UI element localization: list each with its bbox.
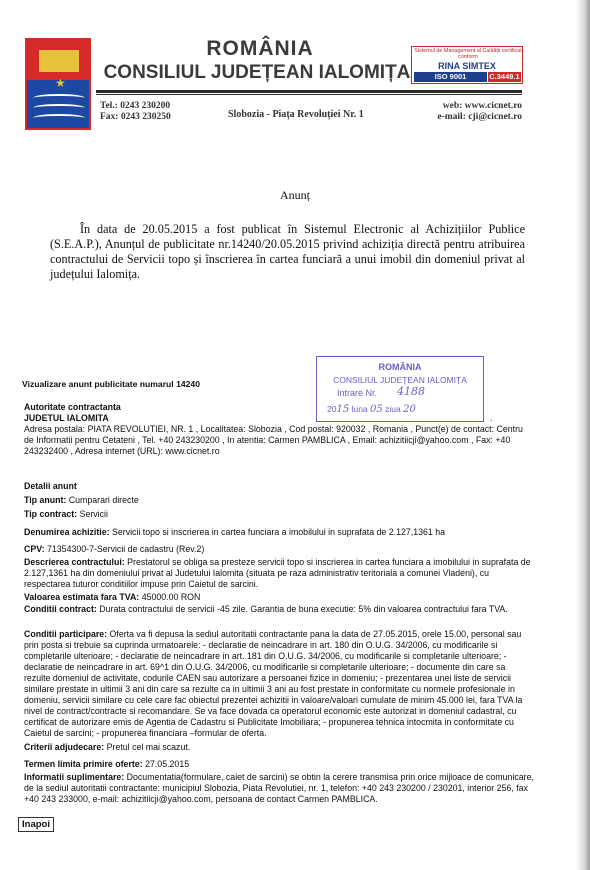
authority-label: Autoritate contractanta [24, 402, 121, 412]
tel-line: Tel.: 0243 230200 [100, 101, 171, 111]
stamp-luna-label: luna [351, 404, 368, 414]
header-address: Slobozia - Piața Revoluției Nr. 1 [228, 109, 364, 120]
email-line: e-mail: cji@cicnet.ro [437, 112, 522, 122]
details-heading: Vizualizare anunt publicitate numarul 14240 [22, 379, 200, 389]
criterii-row [24, 742, 534, 753]
termen-label: Termen limita primire oferte: [24, 759, 143, 769]
page-edge-shadow [576, 0, 590, 870]
valoarea-value: 45000.00 RON [141, 592, 201, 602]
info-value: Documentatia(formulare, caiet de sarcini) se obtin la cerere transmisa prin orice mijloace de comunicare, de la sediul autoritatii contractante: municipiul Slobozia, Piata Revolutiei, nr. 1, telefon: +40 243 230200 / 230201, interior 256, fax +40 243 233000, e-mail: achizitiicji@yahoo.com, persoana de contact Carmen PAMBLICA. [24, 772, 534, 804]
header-rule-thin [96, 94, 522, 95]
cpv-value: 71354300-7-Servicii de cadastru (Rev.2) [47, 544, 205, 554]
contact-web [414, 101, 522, 123]
stamp-dot: . [490, 413, 493, 424]
header-country: ROMÂNIA [206, 37, 314, 60]
criterii-label: Criterii adjudecare: [24, 742, 105, 752]
notice-title: Anunț [280, 188, 310, 202]
conditii-participare-row [24, 629, 534, 739]
valoarea-row [24, 592, 534, 603]
stamp-year: 15 [336, 404, 350, 415]
authority-name: JUDETUL IALOMITA [24, 413, 109, 423]
denumirea-row [24, 527, 534, 538]
contact-phone [100, 101, 171, 123]
stamp-intrare-number: 4188 [397, 385, 425, 398]
info-label: Informatii suplimentare: [24, 772, 125, 782]
descriere-row [24, 557, 534, 590]
termen-value: 27.05.2015 [145, 759, 190, 769]
descriere-label: Descrierea contractului: [24, 557, 125, 567]
section-label: Detalii anunt [24, 481, 77, 491]
denumirea-value: Servicii topo si inscrierea in cartea funciara a imobilului in suprafata de 2.127,1361 ha [112, 527, 446, 537]
fax-line: Fax: 0243 230250 [100, 112, 171, 122]
authority-text: Adresa postala: PIATA REVOLUTIEI, NR. 1 , Localitatea: Slobozia , Cod postal: 920032 , Romania , Punct(e) de contact: Centru de Informatii pentru Cetateni , Tel. +40 243230200 , In atentia: Carmen PAMBLICA , Email: achizitiicji@yahoo.com , Fax: +40 243232400 , Adresa internet (URL): www.cicnet.ro [24, 424, 523, 456]
county-coat-of-arms: ★ [25, 38, 91, 130]
notice-body: În data de 20.05.2015 a fost publicat în Sistemul Electronic al Achizițiilor Publice (S.E.A.P.), Anunțul de publicitate nr.14240/20.05.2015 privind achiziția directă pentru atribuirea contractului de Servicii topo și înscrierea în cartea funciară a unui imobil din domeniul privat al județului Ialomița. [50, 222, 525, 281]
conditii-contract-label: Conditii contract: [24, 604, 97, 614]
tip-contract-row [24, 509, 534, 520]
stamp-council: CONSILIUL JUDEȚEAN IALOMIȚA [333, 375, 467, 385]
conditii-contract-row [24, 604, 534, 615]
tip-contract-value: Servicii [79, 509, 108, 519]
authority-block [24, 402, 534, 457]
denumirea-label: Denumirea achizitie: [24, 527, 110, 537]
back-button[interactable]: Inapoi [18, 817, 54, 832]
tip-anunt-label: Tip anunt: [24, 495, 67, 505]
web-line: web: www.cicnet.ro [442, 101, 522, 111]
conditii-participare-label: Conditii participare: [24, 629, 108, 639]
conditii-contract-value: Durata contractului de servicii -45 zile. Garantia de buna executie: 5% din valoarea contractului fara TVA. [99, 604, 508, 614]
tip-anunt-value: Cumparari directe [68, 495, 139, 505]
tip-anunt-row [24, 495, 534, 506]
cert-code: C.3449.1 [489, 72, 520, 81]
conditii-participare-value: Oferta va fi depusa la sediul autoritatii contractante pana la data de 27.05.2015, orele 15.00, personal sau prin posta si trebuie sa cuprinda urmatoarele: - declaratie de neincadrare in art. 180 din O.U.G. 34/2006, cu modificarile si completarile ulterioare; - declaratie de neincadrare in art. 181 din O.U.G. 34/2006, cu modificarile si completarile ulterioare; - declaratie de neincadrare in art. 69^1 din O.U.G. 34/2006, cu modificarile si completarile ulterioare; - documente din care sa rezulte domeniul de activitate, codurile CAEN sau autorizare a persoanei fizice in domeniu; - prezentarea unei liste de servicii similare prestate in ultimii 3 ani din care sa rezulte ca in ultimii 3 ani au fost prestate in conformitate cu normele profesionale in domeniu, servicii similare cu cele care fac obiectul prezentei achizitii in valoare/valoari cumulate de minim 45.000 lei, fara TVA la nivel de contract/contracte si recomandare. Se va face dovada ca operatorul economic este autorizat in domeniul cadastral, cu certificat de autorizare emis de Agentia de Cadastru si Publicitate Imobiliara; - propunerea tehnica intocmita in conformitate cu Caietul de sarcini; - propunerea financiara –formular de oferta. [24, 629, 523, 738]
cert-text: Sistemul de Management al Calității certificat conform [414, 48, 522, 60]
info-row [24, 772, 534, 805]
criterii-value: Pretul cel mai scazut. [106, 742, 191, 752]
stamp-ziua: 20 [403, 404, 416, 415]
stamp-luna: 05 [370, 404, 383, 415]
stamp-ziua-label: ziua [385, 404, 401, 414]
certification-badge [411, 46, 523, 91]
stamp-year-prefix: 20 [327, 404, 337, 414]
valoarea-label: Valoarea estimata fara TVA: [24, 592, 140, 602]
cpv-row [24, 544, 534, 555]
termen-row [24, 759, 534, 770]
descriere-value: Prestatorul se obliga sa presteze servicii topo si inscrierea in cartea funciara a imobilului in suprafata de 2.127,1361 ha din domeniului privat al Judetului Ialomita (situata pe raza administrativ teritoriala a comunei Vladeni), cu respectarea tuturor conditiilor impuse prin Caietul de sarcini. [24, 557, 531, 589]
stamp-country: ROMÂNIA [378, 362, 422, 372]
stamp-intrare-label: Intrare Nr. [337, 388, 378, 398]
cert-iso: ISO 9001 REGISTERED [414, 72, 487, 82]
tip-contract-label: Tip contract: [24, 509, 78, 519]
cert-brand: RINA SIMTEX [438, 61, 496, 71]
header-council: CONSILIUL JUDEȚEAN IALOMIȚA [103, 62, 411, 83]
cpv-label: CPV: [24, 544, 45, 554]
